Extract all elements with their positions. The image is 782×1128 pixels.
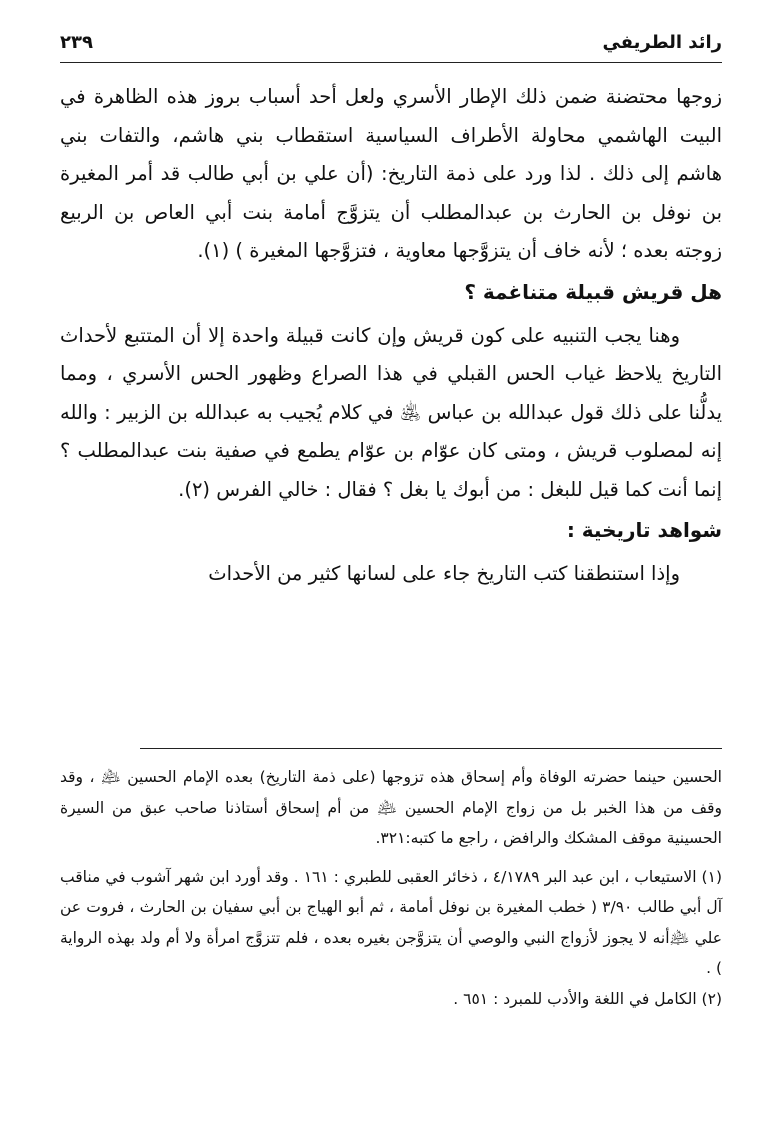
section-heading-historical-evidence: شواهد تاريخية :	[566, 518, 722, 542]
paragraph-2: وهنا يجب التنبيه على كون قريش وإن كانت قبيلة واحدة إلا أن المتتبع لأحداث التاريخ يلاحظ غياب الحس القبلي في هذا الصراع وظهور الحس الأسري ، ومما يدلُّنا على ذلك قول عبدالله بن عباس ﵁ في كلام يُجيب به عبدالله بن الزبير : والله إنه لمصلوب قريش ، ومتى كان عوّام بن عوّام يطمع في صفية بنت عبدالمطلب ؟ إنما أنت كما قيل للبغل : من أبوك يا بغل ؟ فقال : خالي الفرس (٢).	[60, 323, 722, 501]
main-text	[60, 78, 722, 594]
paragraph-1: زوجها محتضنة ضمن ذلك الإطار الأسري ولعل أحد أسباب بروز هذه الظاهرة في البيت الهاشمي محاولة الأطراف السياسية استقطاب بني هاشم، والتفات بني هاشم إلى ذلك . لذا ورد على ذمة التاريخ: (أن علي بن أبي طالب قد أمر المغيرة بن نوفل بن الحارث بن عبدالمطلب أن يتزوَّج أمامة بنت أبي العاص بن الربيع زوجته بعده ؛ لأنه خاف أن يتزوَّجها معاوية ، فتزوَّجها المغيرة ) (١).	[60, 85, 722, 262]
footnote-separator	[140, 748, 722, 749]
section-heading-quraysh: هل قريش قبيلة متناغمة ؟	[464, 279, 722, 304]
footnote-2: (٢) الكامل في اللغة والأدب للمبرد : ٦٥١ .	[453, 989, 722, 1008]
page-number: ٢٣٩	[60, 32, 93, 53]
footnote-continuation: الحسين حينما حضرته الوفاة وأم إسحاق هذه تزوجها (على ذمة التاريخ) بعده الإمام الحسين ﵇ ، وقد وقف من هذا الخبر بل من زواج الإمام الحسين ﵇ من أم إسحاق أستاذنا صاحب عبق من السيرة الحسينية موقف المشكك والرافض ، راجع ما كتبه:٣٢١.	[60, 768, 722, 847]
footnote-1: (١) الاستيعاب ، ابن عبد البر ٤/١٧٨٩ ، ذخائر العقبى للطبري : ١٦١ . وقد أورد ابن شهر آشوب في مناقب آل أبي طالب ٣/٩٠ ( خطب المغيرة بن نوفل أمامة ، ثم أبو الهياج بن أبي سفيان بن الحارث ، فروت عن علي ﵇أنه لا يجوز لأزواج النبي والوصي أن يتزوَّجن بغيره بعده ، فلم تتزوَّج امرأة ولا أم ولد بهذه الرواية ) .	[60, 867, 723, 977]
paragraph-3: وإذا استنطقنا كتب التاريخ جاء على لسانها كثير من الأحداث	[208, 562, 680, 585]
running-header	[60, 28, 722, 63]
running-header-author: رائد الطريفي	[602, 32, 722, 53]
footnotes	[60, 762, 722, 1014]
